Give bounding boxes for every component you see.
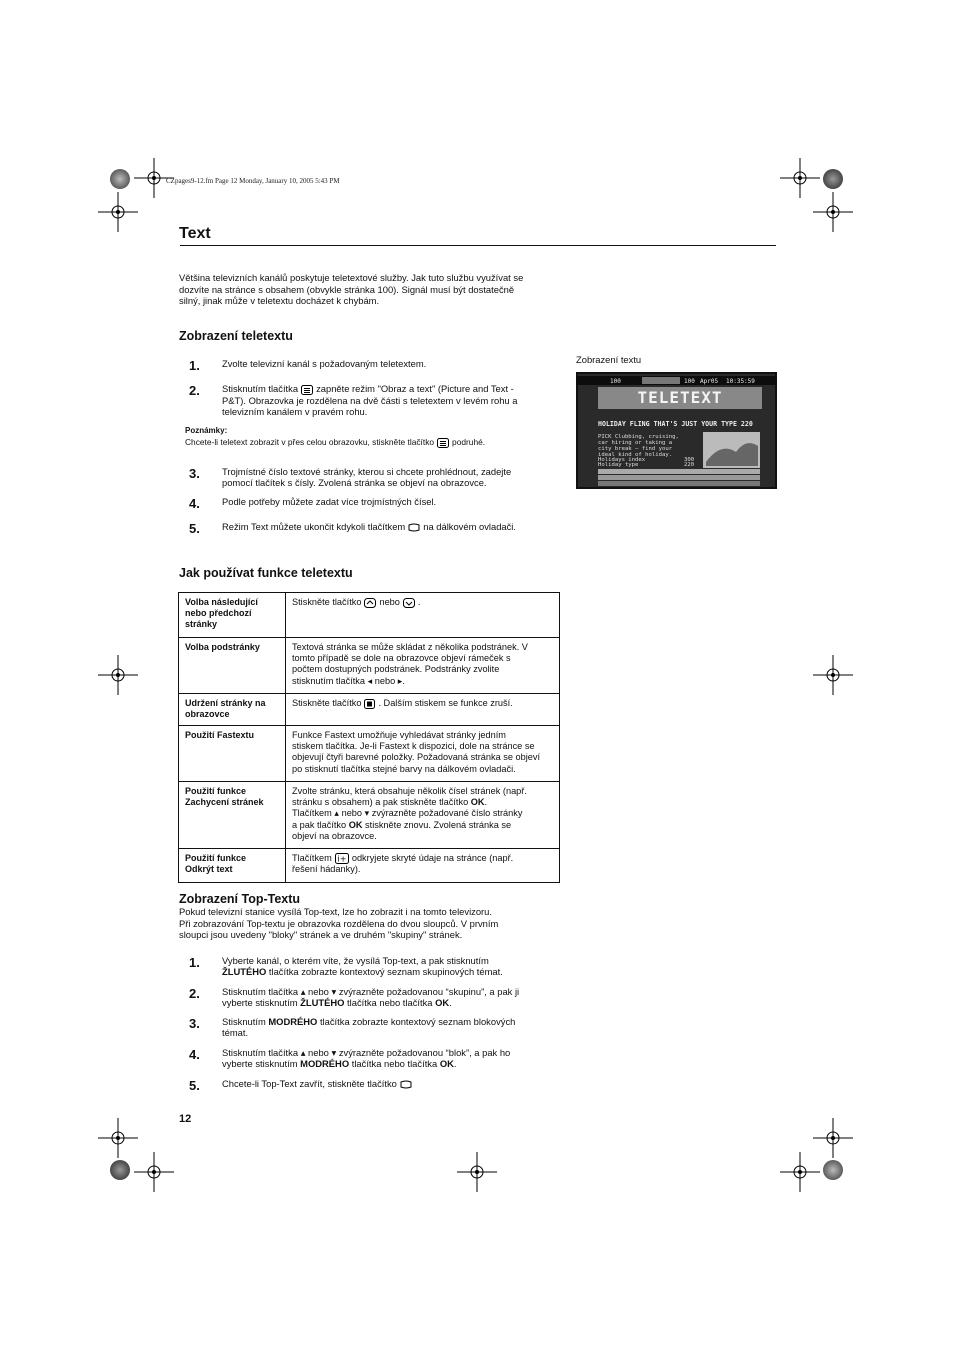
step-number: 2. [189,383,200,398]
table-row [179,593,560,638]
tv-logo: TELETEXT [637,388,723,407]
hold-icon [364,699,375,709]
arrow-up-icon: ▴ [300,1047,306,1058]
step-number: 4. [189,1047,200,1062]
image-caption: Zobrazení textu [576,354,642,365]
svg-text:ideal kind of holiday.: ideal kind of holiday. [598,452,673,458]
svg-text:220: 220 [684,462,695,468]
functions-table [178,592,560,883]
reveal-icon [335,853,349,864]
step-number: 5. [189,521,200,536]
table-row [179,726,560,782]
registration-mark [813,655,853,695]
table-value: Zvolte stránku, která obsahuje několik čísel stránek (např. stránku s obsahem) a pak stiskněte tlačítko OK. Tlačítkem ▴ nebo ▾ zvýrazněte požadované číslo stránky a pak tlačítko OK stiskněte znovu. Zvolená stránka se objeví na obrazovce. [286,782,560,849]
arrow-down-icon: ▾ [364,808,370,819]
step-text: Trojmístné číslo textové stránky, kterou si chcete prohlédnout, zadejte pomocí tlačítek s čísly. Zvolená stránka se objeví na obrazovce. [222,466,512,489]
table-row [179,849,560,883]
step-number: 4. [189,496,200,511]
section-heading: Zobrazení Top-Textu [179,892,301,906]
table-key: Použití funkce Odkrýt text [179,849,286,883]
registration-mark [134,1152,174,1192]
page-number: 12 [179,1113,192,1125]
table-row [179,638,560,694]
svg-text:Holiday type: Holiday type [598,462,639,468]
tv-header-date: Apr05 [700,378,719,385]
color-target [110,1160,130,1180]
svg-text:Holidays index: Holidays index [598,457,646,463]
page-title: Text [179,225,211,242]
title-rule [180,245,776,246]
table-value: Stiskněte tlačítko nebo . [286,593,560,638]
tv-header-page2: 100 [684,378,695,385]
section-heading: Zobrazení teletextu [179,329,293,343]
registration-mark [98,192,138,232]
step-number: 5. [189,1078,200,1093]
svg-text:PICK Clubbing, cruising,: PICK Clubbing, cruising, [598,434,679,440]
notes-heading: Poznámky: [185,426,228,435]
table-value: Textová stránka se může skládat z několika podstránek. V tomto případě se dole na obrazovce objeví rámeček s počtem dostupných podstránek. Podstránky zvolite stisknutím tlačítka ◂ nebo ▸. [286,638,560,694]
step-number: 1. [189,358,200,373]
arrow-right-icon: ▸ [397,675,403,686]
note-text: Chcete-li teletext zobrazit v přes celou obrazovku, stiskněte tlačítko podruhé. [185,437,486,447]
color-target [110,169,130,189]
step-number: 3. [189,466,200,481]
arrow-up-icon: ▴ [300,986,306,997]
registration-mark [457,1152,497,1192]
color-target [823,169,843,189]
file-slug: CZpages9-12.fm Page 12 Monday, January 10, 2005 5:43 PM [166,177,340,185]
table-row [179,694,560,726]
intro-paragraph: Většina televizních kanálů poskytuje teletextové služby. Jak tuto službu využívat se dozvíte na stránce s obsahem (obvykle stránka 100). Signál musí být dostatečně silný, jinak může v teletextu docházet k chybám. [179,272,524,306]
step-text: Stisknutím tlačítka ▴ nebo ▾ zvýrazněte požadovanou “blok”, a pak ho vyberte stisknutím MODRÉHO tlačítka nebo tlačítka OK. [222,1047,511,1070]
teletext-screen-image [576,372,777,489]
toptext-intro: Pokud televizní stanice vysílá Top-text, lze ho zobrazit i na tomto televizoru. Při zobrazování Top-textu je obrazovka rozdělena do dvou sloupců. V prvním sloupci jsou uvedeny "bloky" stránek a ve druhém "skupiny" stránek. [179,906,499,940]
step-text: Chcete-li Top-Text zavřít, stiskněte tlačítko [222,1078,552,1089]
step-text: Režim Text můžete ukončit kdykoli tlačítkem na dálkovém ovladači. [222,521,516,532]
section-heading: Jak používat funkce teletextu [179,566,353,580]
step-text: Stisknutím tlačítka zapněte režim "Obraz a text" (Picture and Text - P&T). Obrazovka je rozdělena na dvě části s teletextem v levém rohu a televizním kanálem v pravém rohu. [222,383,518,417]
arrow-down-icon: ▾ [331,986,337,997]
step-text: Podle potřeby můžete zadat více trojmístných čísel. [222,496,437,507]
registration-mark [780,1152,820,1192]
registration-mark [813,192,853,232]
step-text: Vyberte kanál, o kterém víte, že vysílá Top-text, a pak stisknutím ŽLUTÉHO tlačítka zobrazte kontextový seznam skupinových témat. [222,955,503,978]
page-up-icon [364,598,376,608]
tv-header-page: 100 [610,378,621,385]
step-text: Stisknutím MODRÉHO tlačítka zobrazte kontextový seznam blokových témat. [222,1016,516,1039]
text-mix-icon [301,385,313,395]
arrow-up-icon: ▴ [334,808,340,819]
color-target [823,1160,843,1180]
table-key: Použití Fastextu [179,726,286,782]
table-key: Volba podstránky [179,638,286,694]
tv-icon [400,1080,412,1089]
tv-headline: HOLIDAY FLING THAT'S JUST YOUR TYPE 220 [598,420,753,428]
tv-header-time: 10:35:59 [726,378,755,385]
table-key: Volba následující nebo předchozí stránky [179,593,286,638]
step-number: 2. [189,986,200,1001]
step-number: 1. [189,955,200,970]
table-value: Funkce Fastext umožňuje vyhledávat stránky jedním stiskem tlačítka. Je-li Fastext k dispozici, dole na stránce se objevují čtyři barevné položky. Požadovaná stránka se objeví po stisknutí tlačítka stejné barvy na dálkovém ovladači. [286,726,560,782]
registration-mark [98,655,138,695]
svg-text:city break — find your: city break — find your [598,446,673,452]
text-mix-icon [437,438,449,448]
arrow-down-icon: ▾ [331,1047,337,1058]
svg-text:i+: i+ [337,854,347,864]
table-key: Udržení stránky na obrazovce [179,694,286,726]
step-number: 3. [189,1016,200,1031]
table-row [179,782,560,849]
page-down-icon [403,598,415,608]
tv-icon [408,523,420,532]
registration-mark [98,1118,138,1158]
table-key: Použití funkce Zachycení stránek [179,782,286,849]
table-value: Stiskněte tlačítko . Dalším stiskem se funkce zruší. [286,694,560,726]
svg-text:car hiring or taking a: car hiring or taking a [598,440,673,446]
svg-text:300: 300 [684,457,695,463]
step-text: Stisknutím tlačítka ▴ nebo ▾ zvýrazněte požadovanou “skupinu”, a pak ji vyberte stisknutím ŽLUTÉHO tlačítka nebo tlačítka OK. [222,986,520,1009]
arrow-left-icon: ◂ [367,675,373,686]
table-value: Tlačítkem i+ odkryjete skryté údaje na stránce (např. řešení hádanky). [286,849,560,883]
step-text: Zvolte televizní kanál s požadovaným teletextem. [222,358,427,369]
